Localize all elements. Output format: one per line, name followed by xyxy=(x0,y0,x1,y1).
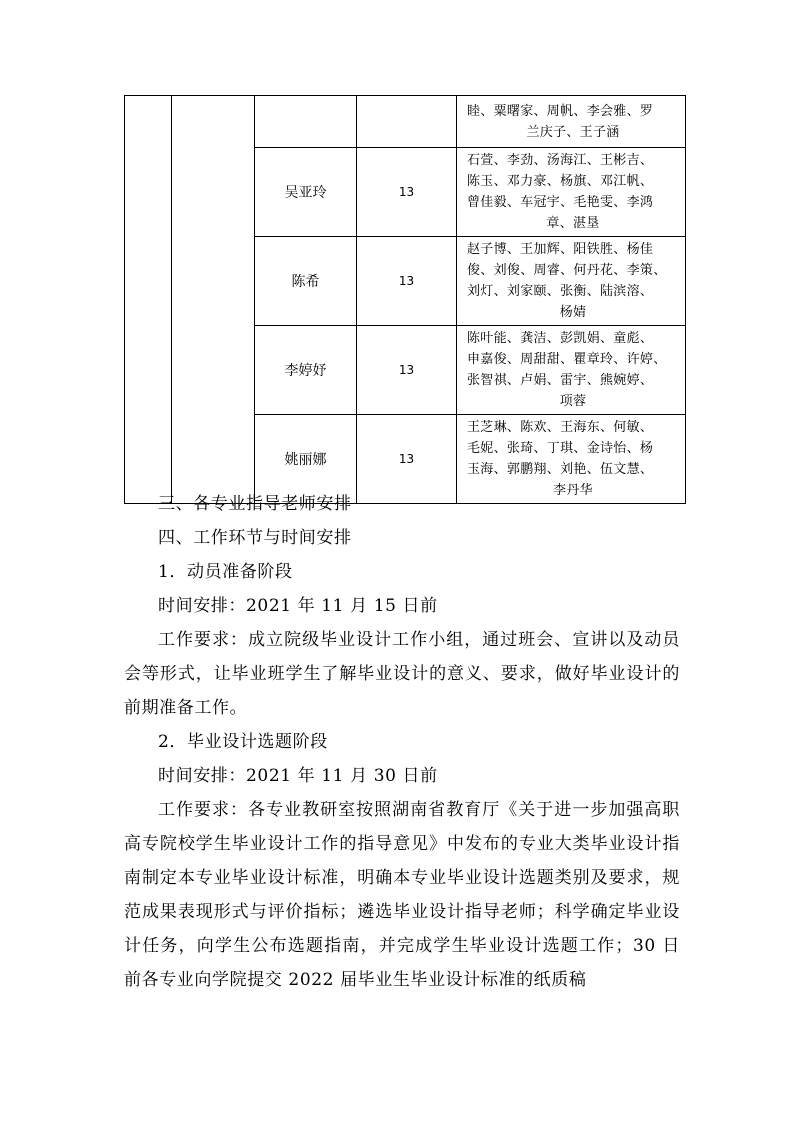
stage-heading: 2．毕业设计选题阶段 xyxy=(158,732,328,752)
count-cell: 13 xyxy=(357,415,457,504)
section-heading: 三、各专业指导老师安排 xyxy=(158,494,352,514)
teacher-cell: 李婷妤 xyxy=(255,326,357,415)
students-cell: 睦、粟曙家、周帆、李会雅、罗 兰庆子、王子涵 xyxy=(457,96,686,148)
teacher-cell: 陈希 xyxy=(255,237,357,326)
major-cell xyxy=(125,96,172,504)
document-body xyxy=(124,487,680,997)
students-cell: 赵子博、王加辉、阳铁胜、杨佳 俊、刘俊、周睿、何丹花、李策、 刘灯、刘家颐、张衡、陆滨溶、 杨婧 xyxy=(457,237,686,326)
time-line: 时间安排：2021 年 11 月 30 日前 xyxy=(158,766,438,786)
time-line: 时间安排：2021 年 11 月 15 日前 xyxy=(158,596,438,616)
students-cell: 石萱、李劲、汤海江、王彬吉、 陈玉、邓力豪、杨旗、邓江帆、 曾佳毅、车冠宇、毛艳雯、李鸿 章、湛垦 xyxy=(457,148,686,237)
stage-heading: 1．动员准备阶段 xyxy=(158,562,293,582)
group-cell xyxy=(172,96,255,504)
teacher-cell: 姚丽娜 xyxy=(255,415,357,504)
count-cell xyxy=(357,96,457,148)
count-cell: 13 xyxy=(357,237,457,326)
count-cell: 13 xyxy=(357,326,457,415)
section-heading: 四、工作环节与时间安排 xyxy=(158,528,352,548)
students-cell: 陈叶能、龚洁、彭凯娟、童彪、 申嘉俊、周甜甜、瞿章玲、许婷、 张智祺、卢娟、雷宇、熊婉婷、 项蓉 xyxy=(457,326,686,415)
students-cell: 王芝琳、陈欢、王海东、何敏、 毛妮、张琦、丁琪、金诗怡、杨 玉海、郭鹏翔、刘艳、伍文慧、 李丹华 xyxy=(457,415,686,504)
requirement-paragraph: 工作要求：成立院级毕业设计工作小组，通过班会、宣讲以及动员会等形式，让毕业班学生了解毕业设计的意义、要求，做好毕业设计的前期准备工作。 xyxy=(124,630,680,718)
count-cell: 13 xyxy=(357,148,457,237)
advisor-assignment-table xyxy=(124,95,686,504)
teacher-cell: 吴亚玲 xyxy=(255,148,357,237)
teacher-cell xyxy=(255,96,357,148)
table-row xyxy=(125,96,686,148)
requirement-paragraph: 工作要求：各专业教研室按照湖南省教育厅《关于进一步加强高职高专院校学生毕业设计工作的指导意见》中发布的专业大类毕业设计指南制定本专业毕业设计标准，明确本专业毕业设计选题类别及要求，规范成果表现形式与评价指标；遴选毕业设计指导老师；科学确定毕业设计任务，向学生公布选题指南，并完成学生毕业设计选题工作；30 日前各专业向学院提交 2022 届毕业生毕业设计标准的纸质稿 xyxy=(124,800,680,990)
